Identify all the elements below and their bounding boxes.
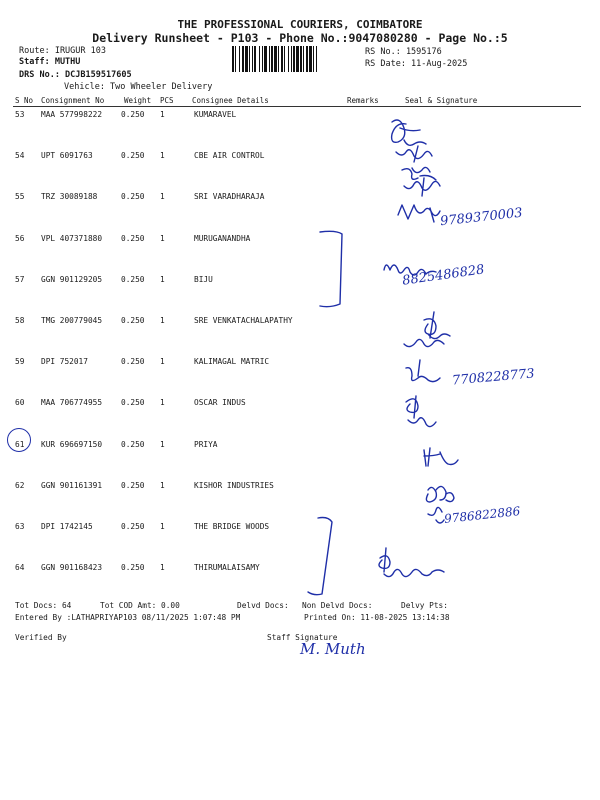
cell-consignee: PRIYA [194,439,218,449]
cell-consignee: SRI VARADHARAJA [194,192,265,202]
cell-pcs: 1 [160,480,165,490]
cell-weight: 0.250 [121,151,145,161]
cell-weight: 0.250 [121,192,145,202]
cell-pcs: 1 [160,233,165,243]
cell-weight: 0.250 [121,233,145,243]
cell-sno: 58 [15,316,25,325]
cell-weight: 0.250 [121,274,145,284]
cell-sno: 60 [15,398,25,408]
cell-sno: 53 [15,110,25,119]
delivered-docs: Delvd Docs: [237,601,289,610]
cell-consignment: GGN 901129205 [41,274,103,284]
cell-weight: 0.250 [121,522,145,531]
col-seal-header: Seal & Signature [405,96,478,105]
cell-consignee: KISHOR INDUSTRIES [194,480,274,490]
cell-consignment: TMG 200779045 [41,316,103,325]
cell-sno: 55 [15,192,25,202]
cell-consignment: MAA 706774955 [41,398,103,408]
cell-weight: 0.250 [121,110,145,119]
entered-by: Entered By :LATHAPRIYAP103 08/11/2025 1:07:48 PM [15,613,241,622]
cell-weight: 0.250 [121,398,145,408]
col-weight-header: Weight [124,96,152,105]
cell-consignee: MURUGANANDHA [194,233,251,243]
cell-pcs: 1 [160,151,165,161]
col-pcs-header: PCS [160,96,174,105]
cell-pcs: 1 [160,110,165,119]
handwritten-phone-3: 7708228773 [451,366,536,389]
cell-sno: 57 [15,274,25,284]
staff-signature: M. Muth [300,640,366,658]
cell-consignment: GGN 901161391 [41,480,103,490]
handwritten-phone-4: 9786822886 [443,504,521,526]
drs-number: DRS No.: DCJB159517605 [19,70,132,80]
cell-consignee: OSCAR INDUS [194,398,246,408]
cell-sno: 54 [15,151,25,161]
col-sno-header: S No [15,96,34,105]
handwritten-phone-2: 8825486828 [401,262,486,289]
printed-on: Printed On: 11-08-2025 13:14:38 [304,613,450,622]
cell-weight: 0.250 [121,563,145,573]
cell-consignee: KUMARAVEL [194,110,237,119]
cell-consignment: TRZ 30089188 [41,192,98,202]
cell-pcs: 1 [160,192,165,202]
cell-weight: 0.250 [121,439,145,449]
route-label: Route: IRUGUR 103 [19,46,106,56]
cell-consignee: THE BRIDGE WOODS [194,522,270,531]
cell-sno: 63 [15,522,25,531]
cell-pcs: 1 [160,398,165,408]
staff-label: Staff: MUTHU [19,57,81,67]
delivery-points: Delvy Pts: [401,601,448,610]
col-remarks-header: Remarks [347,96,379,105]
col-consignee-header: Consignee Details [192,96,269,105]
total-docs: Tot Docs: 64 [15,601,72,610]
rs-number: RS No.: 1595176 [365,47,442,57]
cell-consignment: DPI 752017 [41,357,88,367]
verified-by-label: Verified By [15,633,67,642]
cell-pcs: 1 [160,522,165,531]
cell-pcs: 1 [160,316,165,325]
cell-sno: 62 [15,480,25,490]
cell-consignment: MAA 577998222 [41,110,103,119]
runsheet-subtitle: Delivery Runsheet - P103 - Phone No.:9047080280 - Page No.:5 [92,31,508,45]
cell-pcs: 1 [160,563,165,573]
cell-consignment: UPT 6091763 [41,151,93,161]
cell-consignee: KALIMAGAL MATRIC [194,357,270,367]
cell-sno: 59 [15,357,25,367]
cell-consignee: THIRUMALAISAMY [194,563,260,573]
non-delivered-docs: Non Delvd Docs: [302,601,373,610]
cell-consignment: GGN 901168423 [41,563,103,573]
vehicle-label: Vehicle: Two Wheeler Delivery [64,82,213,92]
cell-sno: 56 [15,233,25,243]
cell-pcs: 1 [160,274,165,284]
handwritten-phone-1: 9789370003 [439,205,524,230]
cell-weight: 0.250 [121,357,145,367]
cell-consignee: BIJU [194,274,213,284]
cell-sno: 61 [15,439,25,449]
cell-consignment: VPL 407371880 [41,233,103,243]
cell-pcs: 1 [160,357,165,367]
staff-signature-label: Staff Signature [267,633,338,642]
company-title: THE PROFESSIONAL COURIERS, COIMBATORE [177,18,423,31]
cell-sno: 64 [15,563,25,573]
total-cod-amount: Tot COD Amt: 0.00 [100,601,180,610]
cell-consignee: SRE VENKATACHALAPATHY [194,316,293,325]
cell-consignment: DPI 1742145 [41,522,93,531]
cell-pcs: 1 [160,439,165,449]
cell-consignment: KUR 696697150 [41,439,103,449]
cell-weight: 0.250 [121,316,145,325]
rs-date: RS Date: 11-Aug-2025 [365,59,468,69]
cell-consignee: CBE AIR CONTROL [194,151,265,161]
col-consignment-header: Consignment No [41,96,105,105]
cell-weight: 0.250 [121,480,145,490]
